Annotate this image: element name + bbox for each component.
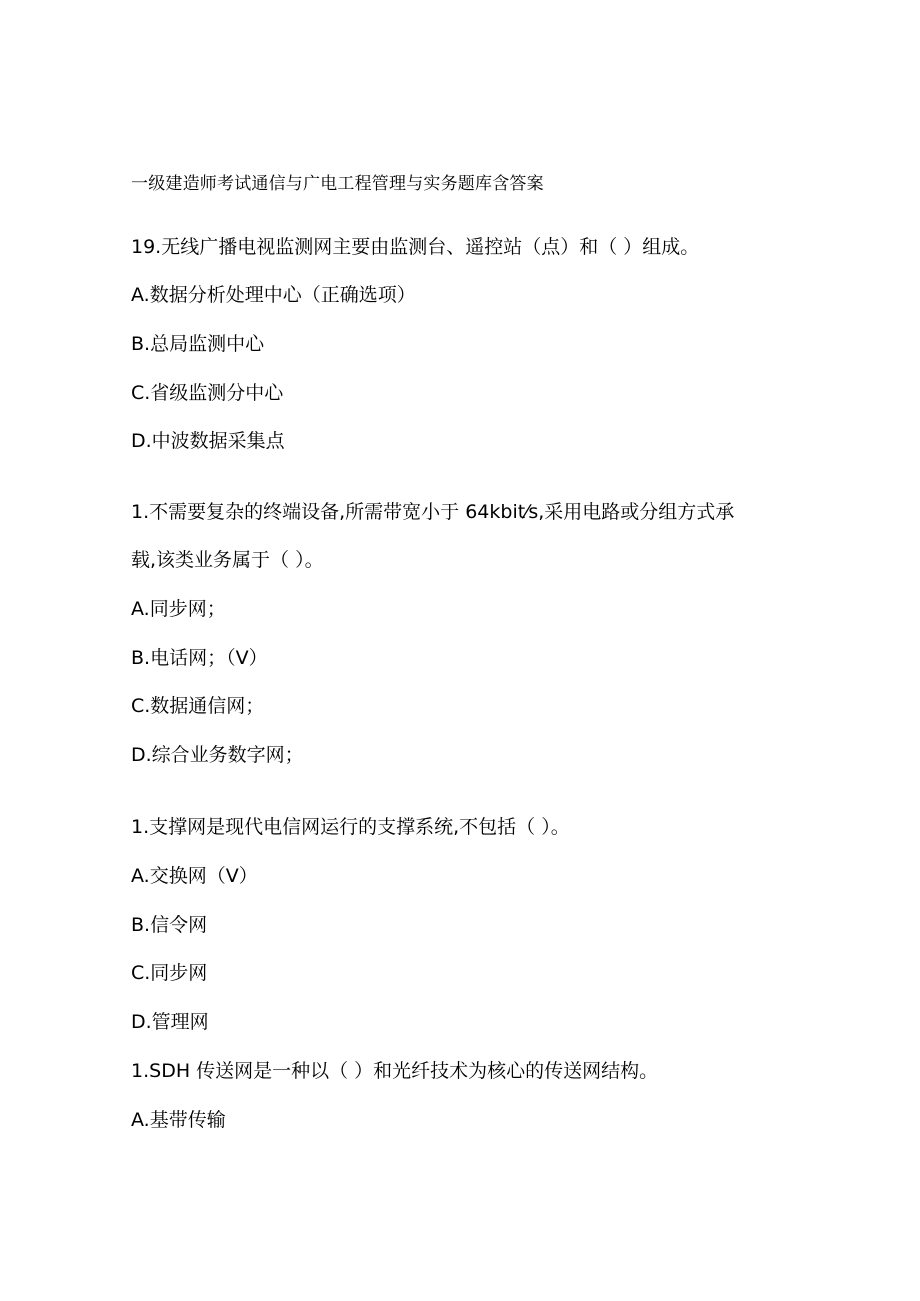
question-stem: 19.无线广播电视监测网主要由监测台、遥控站（点）和（ ）组成。	[131, 236, 700, 258]
option-b: B.电话网；（V）	[131, 647, 268, 669]
option-c: C.省级监测分中心	[131, 382, 284, 404]
option-c: C.数据通信网；	[131, 695, 265, 717]
option-d: D.综合业务数字网；	[131, 744, 304, 766]
question-stem-continuation: 载,该类业务属于（ ）。	[131, 549, 324, 571]
question-stem: 1.不需要复杂的终端设备,所需带宽小于 64kbit⁄s,采用电路或分组方式承	[131, 501, 735, 523]
option-a: A.交换网（V）	[131, 865, 258, 887]
option-a: A.数据分析处理中心（正确选项）	[131, 284, 416, 306]
option-d: D.管理网	[131, 1011, 209, 1033]
option-c: C.同步网	[131, 962, 208, 984]
option-a: A.基带传输	[131, 1109, 226, 1131]
option-a: A.同步网；	[131, 598, 226, 620]
question-stem: 1.SDH 传送网是一种以（ ）和光纤技术为核心的传送网结构。	[131, 1060, 659, 1082]
option-b: B.信令网	[131, 914, 208, 936]
question-stem: 1.支撑网是现代电信网运行的支撑系统,不包括（ ）。	[131, 816, 570, 838]
document-title: 一级建造师考试通信与广电工程管理与实务题库含答案	[131, 174, 544, 194]
option-d: D.中波数据采集点	[131, 430, 285, 452]
option-b: B.总局监测中心	[131, 333, 265, 355]
